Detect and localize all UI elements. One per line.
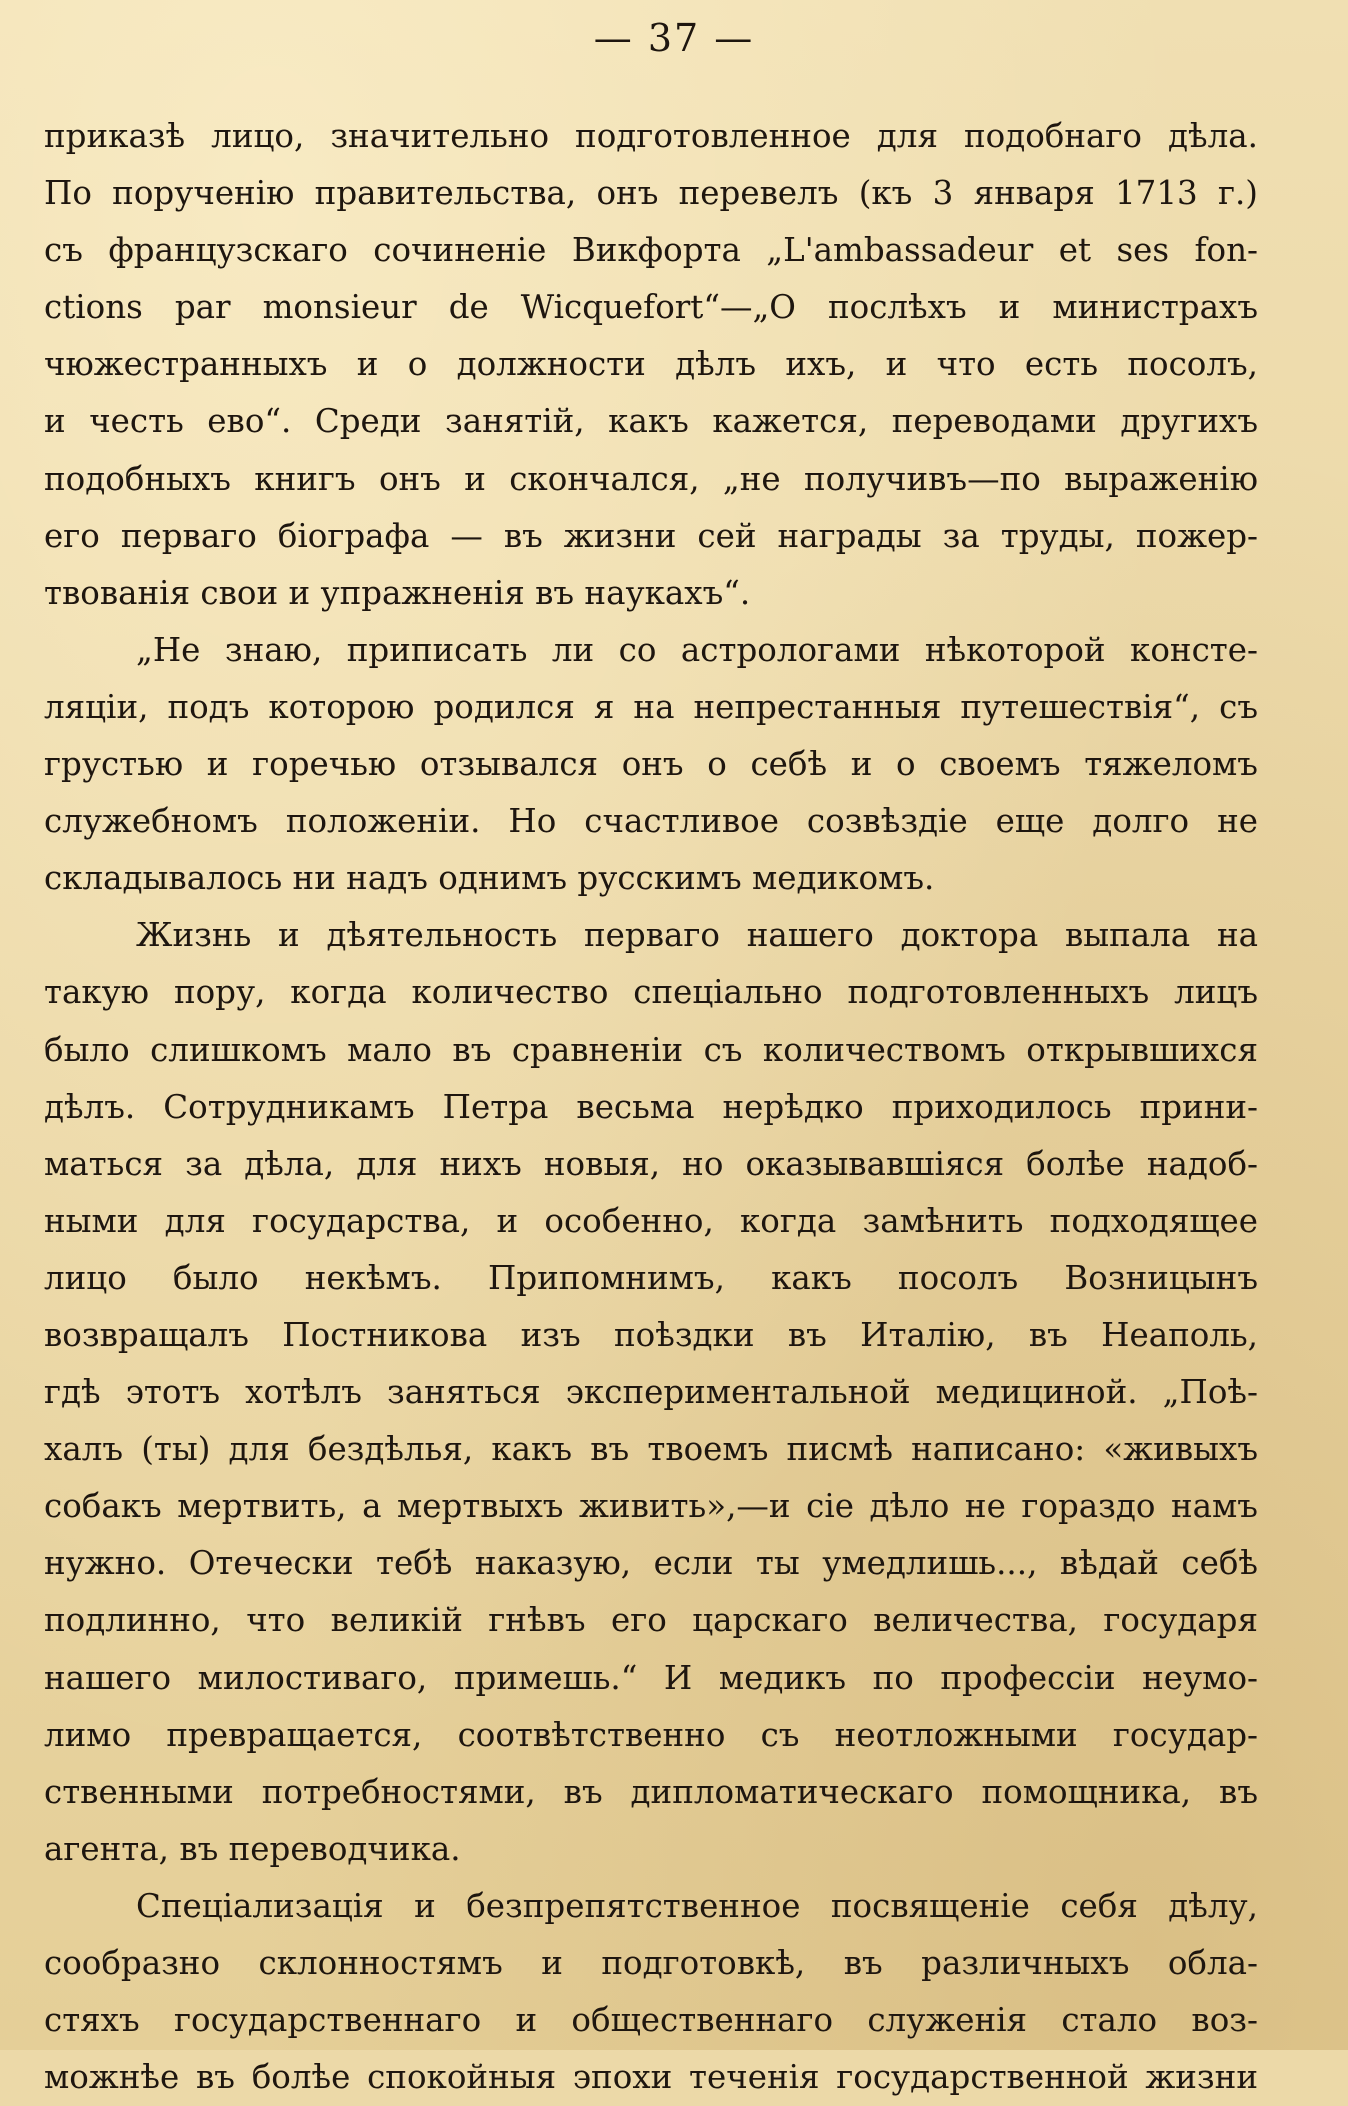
text-line: его перваго біографа — въ жизни сей награды за труды, пожер- bbox=[44, 516, 1258, 555]
text-line: По порученію правительства, онъ перевелъ (къ 3 января 1713 г.) bbox=[44, 174, 1258, 213]
text-line: подлинно, что великій гнѣвъ его царскаго величества, государя bbox=[44, 1601, 1258, 1640]
text-line: „Не знаю, приписать ли со астрологами нѣкоторой консте- bbox=[136, 630, 1258, 669]
text-line: собакъ мертвить, а мертвыхъ живить»,—и сіе дѣло не гораздо намъ bbox=[44, 1487, 1258, 1526]
text-line: возвращалъ Постникова изъ поѣздки въ Италію, въ Неаполь, bbox=[44, 1315, 1258, 1354]
text-line: Спеціализація и безпрепятственное посвященіе себя дѣлу, bbox=[136, 1886, 1258, 1925]
text-line: было слишкомъ мало въ сравненіи съ количествомъ открывшихся bbox=[44, 1030, 1258, 1069]
text-line: можнѣе въ болѣе спокойныя эпохи теченія государственной жизни bbox=[44, 2058, 1258, 2097]
text-line: чюжестранныхъ и о должности дѣлъ ихъ, и что есть посолъ, bbox=[44, 345, 1258, 384]
body-text bbox=[44, 108, 1258, 2106]
text-line: дѣлъ. Сотрудникамъ Петра весьма нерѣдко приходилось прини- bbox=[44, 1087, 1258, 1126]
text-line: агента, въ переводчика. bbox=[44, 1829, 461, 1868]
text-line: служебномъ положеніи. Но счастливое созвѣздіе еще долго не bbox=[44, 802, 1258, 841]
text-line: нашего милостиваго, примешь.“ И медикъ по профессіи неумо- bbox=[44, 1658, 1258, 1697]
paragraph-1 bbox=[44, 108, 1258, 622]
text-line: сообразно склонностямъ и подготовкѣ, въ различныхъ обла- bbox=[44, 1944, 1258, 1982]
paragraph-2 bbox=[44, 622, 1258, 907]
text-line: ляціи, подъ которою родился я на непрестанныя путешествія“, съ bbox=[44, 687, 1258, 726]
text-line: халъ (ты) для бездѣлья, какъ въ твоемъ писмѣ написано: «живыхъ bbox=[44, 1430, 1258, 1469]
text-line: ными для государства, и особенно, когда замѣнить подходящее bbox=[44, 1201, 1258, 1240]
text-line: стяхъ государственнаго и общественнаго служенія стало воз- bbox=[44, 2001, 1258, 2040]
text-line: Жизнь и дѣятельность перваго нашего доктора выпала на bbox=[136, 916, 1258, 955]
text-line: ctions par monsieur de Wicquefort“—„О послѣхъ и министрахъ bbox=[44, 288, 1258, 327]
text-line: гдѣ этотъ хотѣлъ заняться экспериментальной медициной. „Поѣ- bbox=[44, 1373, 1258, 1412]
paragraph-3 bbox=[44, 907, 1258, 1878]
text-line: твованія свои и упражненія въ наукахъ“. bbox=[44, 573, 751, 612]
text-line: и честь ево“. Среди занятій, какъ кажется, переводами другихъ bbox=[44, 402, 1258, 441]
text-line: ственными потребностями, въ дипломатическаго помощника, въ bbox=[44, 1772, 1258, 1811]
text-line: лимо превращается, соотвѣтственно съ неотложными государ- bbox=[44, 1715, 1258, 1754]
text-line: подобныхъ книгъ онъ и скончался, „не получивъ—по выраженію bbox=[44, 459, 1258, 498]
text-line: лицо было некѣмъ. Припомнимъ, какъ посолъ Возницынъ bbox=[44, 1258, 1258, 1297]
paragraph-4 bbox=[44, 1878, 1258, 2106]
page-number: — 37 — bbox=[593, 16, 755, 60]
text-line: маться за дѣла, для нихъ новыя, но оказывавшіяся болѣе надоб- bbox=[44, 1144, 1258, 1183]
text-line: приказѣ лицо, значительно подготовленное для подобнаго дѣла. bbox=[44, 117, 1258, 155]
text-line: съ французскаго сочиненіе Викфорта „L'ambassadeur et ses fon- bbox=[44, 231, 1258, 270]
text-line: грустью и горечью отзывался онъ о себѣ и о своемъ тяжеломъ bbox=[44, 745, 1258, 784]
text-line: такую пору, когда количество спеціально подготовленныхъ лицъ bbox=[44, 973, 1258, 1012]
text-line: складывалось ни надъ однимъ русскимъ медикомъ. bbox=[44, 859, 935, 898]
text-line: нужно. Отечески тебѣ наказую, если ты умедлишь..., вѣдай себѣ bbox=[44, 1544, 1258, 1583]
